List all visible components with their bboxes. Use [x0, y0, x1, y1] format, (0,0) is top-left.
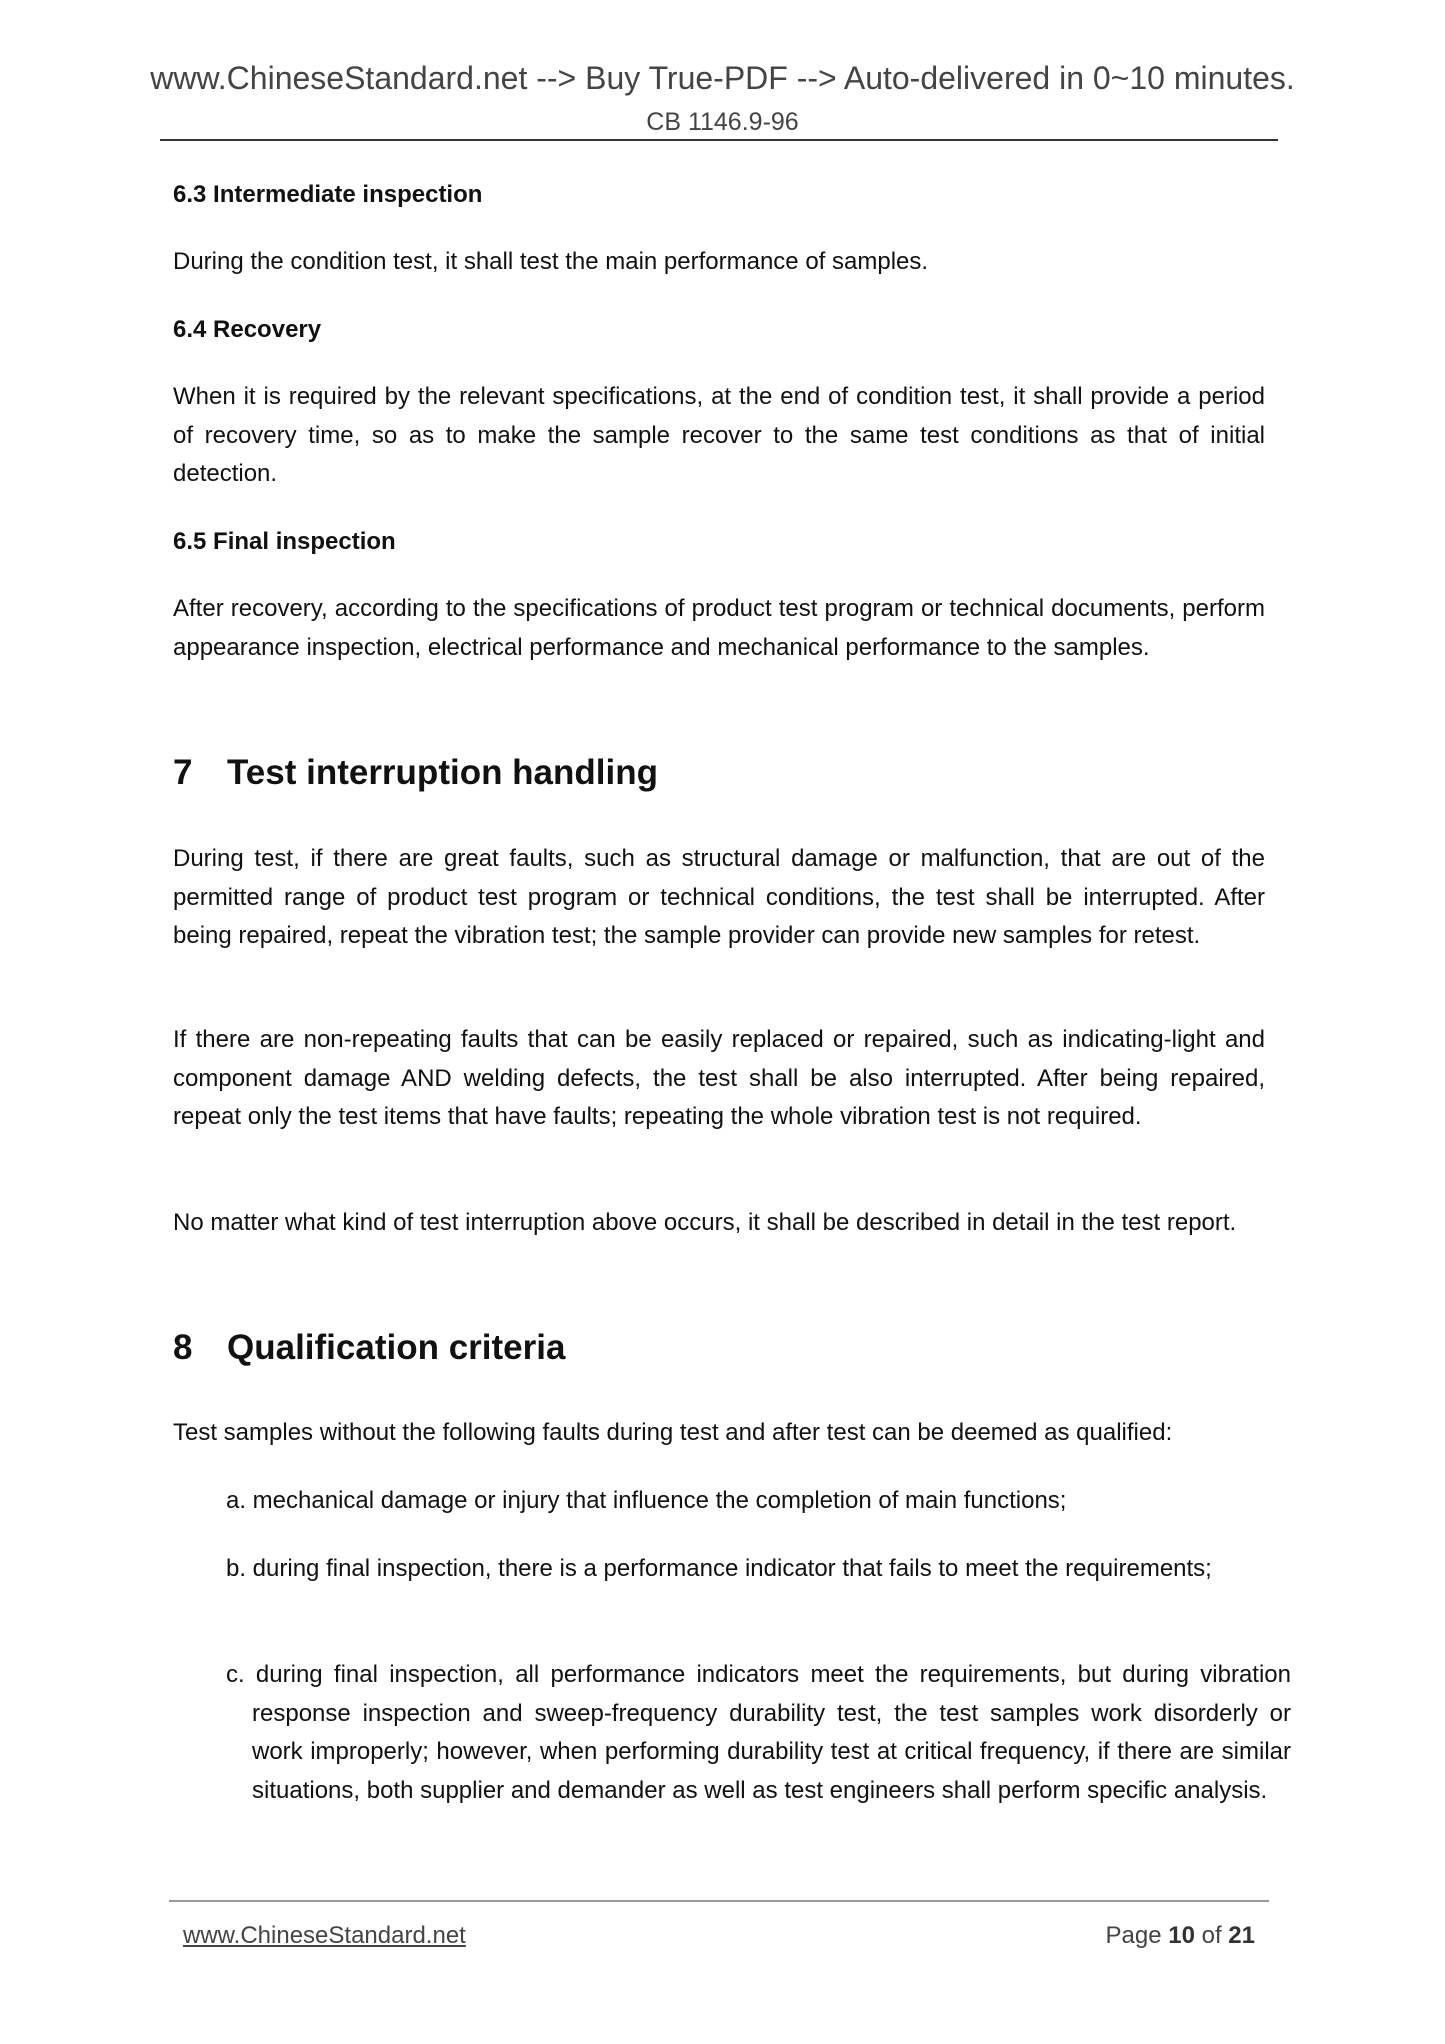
section-8-heading	[173, 1324, 1265, 1372]
section-6-5-heading: 6.5 Final inspection	[173, 528, 396, 555]
section-6-3-text: During the condition test, it shall test the main performance of samples.	[173, 248, 929, 275]
section-number: 7	[173, 753, 193, 792]
section-7-heading	[173, 749, 1265, 797]
section-number: 8	[173, 1328, 193, 1367]
section-7-paragraph: If there are non-repeating faults that can be easily replaced or repaired, such as indicating-light and component damage AND welding defects, the test shall be also interrupted. After being repaired, repeat only the test items that have faults; repeating the whole vibration test is not required.	[173, 1026, 1265, 1130]
current-page: 10	[1168, 1922, 1195, 1949]
section-title: Qualification criteria	[227, 1328, 566, 1367]
header-divider	[160, 139, 1278, 141]
section-6-4-text: When it is required by the relevant specifications, at the end of condition test, it shall provide a period of recovery time, so as to make the sample recover to the same test conditions as that of initial detection.	[173, 383, 1265, 487]
section-title: Test interruption handling	[227, 753, 658, 792]
of-label: of	[1201, 1922, 1222, 1949]
section-7-paragraph: During test, if there are great faults, such as structural damage or malfunction, that are out of the permitted range of product test program or technical conditions, the test shall be interrupted. After being repaired, repeat the vibration test; the sample provider can provide new samples for retest.	[173, 845, 1265, 949]
footer-link[interactable]: www.ChineseStandard.net	[183, 1922, 466, 1949]
list-item: a. mechanical damage or injury that influence the completion of main functions;	[226, 1487, 1067, 1514]
header-banner: www.ChineseStandard.net --> Buy True-PDF --> Auto-delivered in 0~10 minutes.	[150, 60, 1295, 96]
list-item: c. during final inspection, all performance indicators meet the requirements, but during vibration response inspection and sweep-frequency durability test, the test samples work disorderly or work improperly; however, when performing durability test at critical frequency, if there are similar situations, both supplier and demander as well as test engineers shall perform specific analysis.	[226, 1661, 1291, 1804]
section-8-intro: Test samples without the following faults during test and after test can be deemed as qualified:	[173, 1419, 1173, 1446]
section-6-3-heading: 6.3 Intermediate inspection	[173, 181, 483, 208]
list-item: b. during final inspection, there is a performance indicator that fails to meet the requirements;	[226, 1555, 1212, 1582]
document-id: CB 1146.9-96	[646, 108, 799, 136]
footer-divider	[169, 1900, 1269, 1902]
page-indicator	[1106, 1922, 1256, 1950]
section-6-5-text: After recovery, according to the specifications of product test program or technical documents, perform appearance inspection, electrical performance and mechanical performance to the samples.	[173, 595, 1265, 661]
total-pages: 21	[1228, 1922, 1255, 1949]
section-6-4-heading: 6.4 Recovery	[173, 316, 322, 343]
section-7-paragraph: No matter what kind of test interruption above occurs, it shall be described in detail in the test report.	[173, 1209, 1237, 1236]
page-label: Page	[1105, 1922, 1162, 1949]
